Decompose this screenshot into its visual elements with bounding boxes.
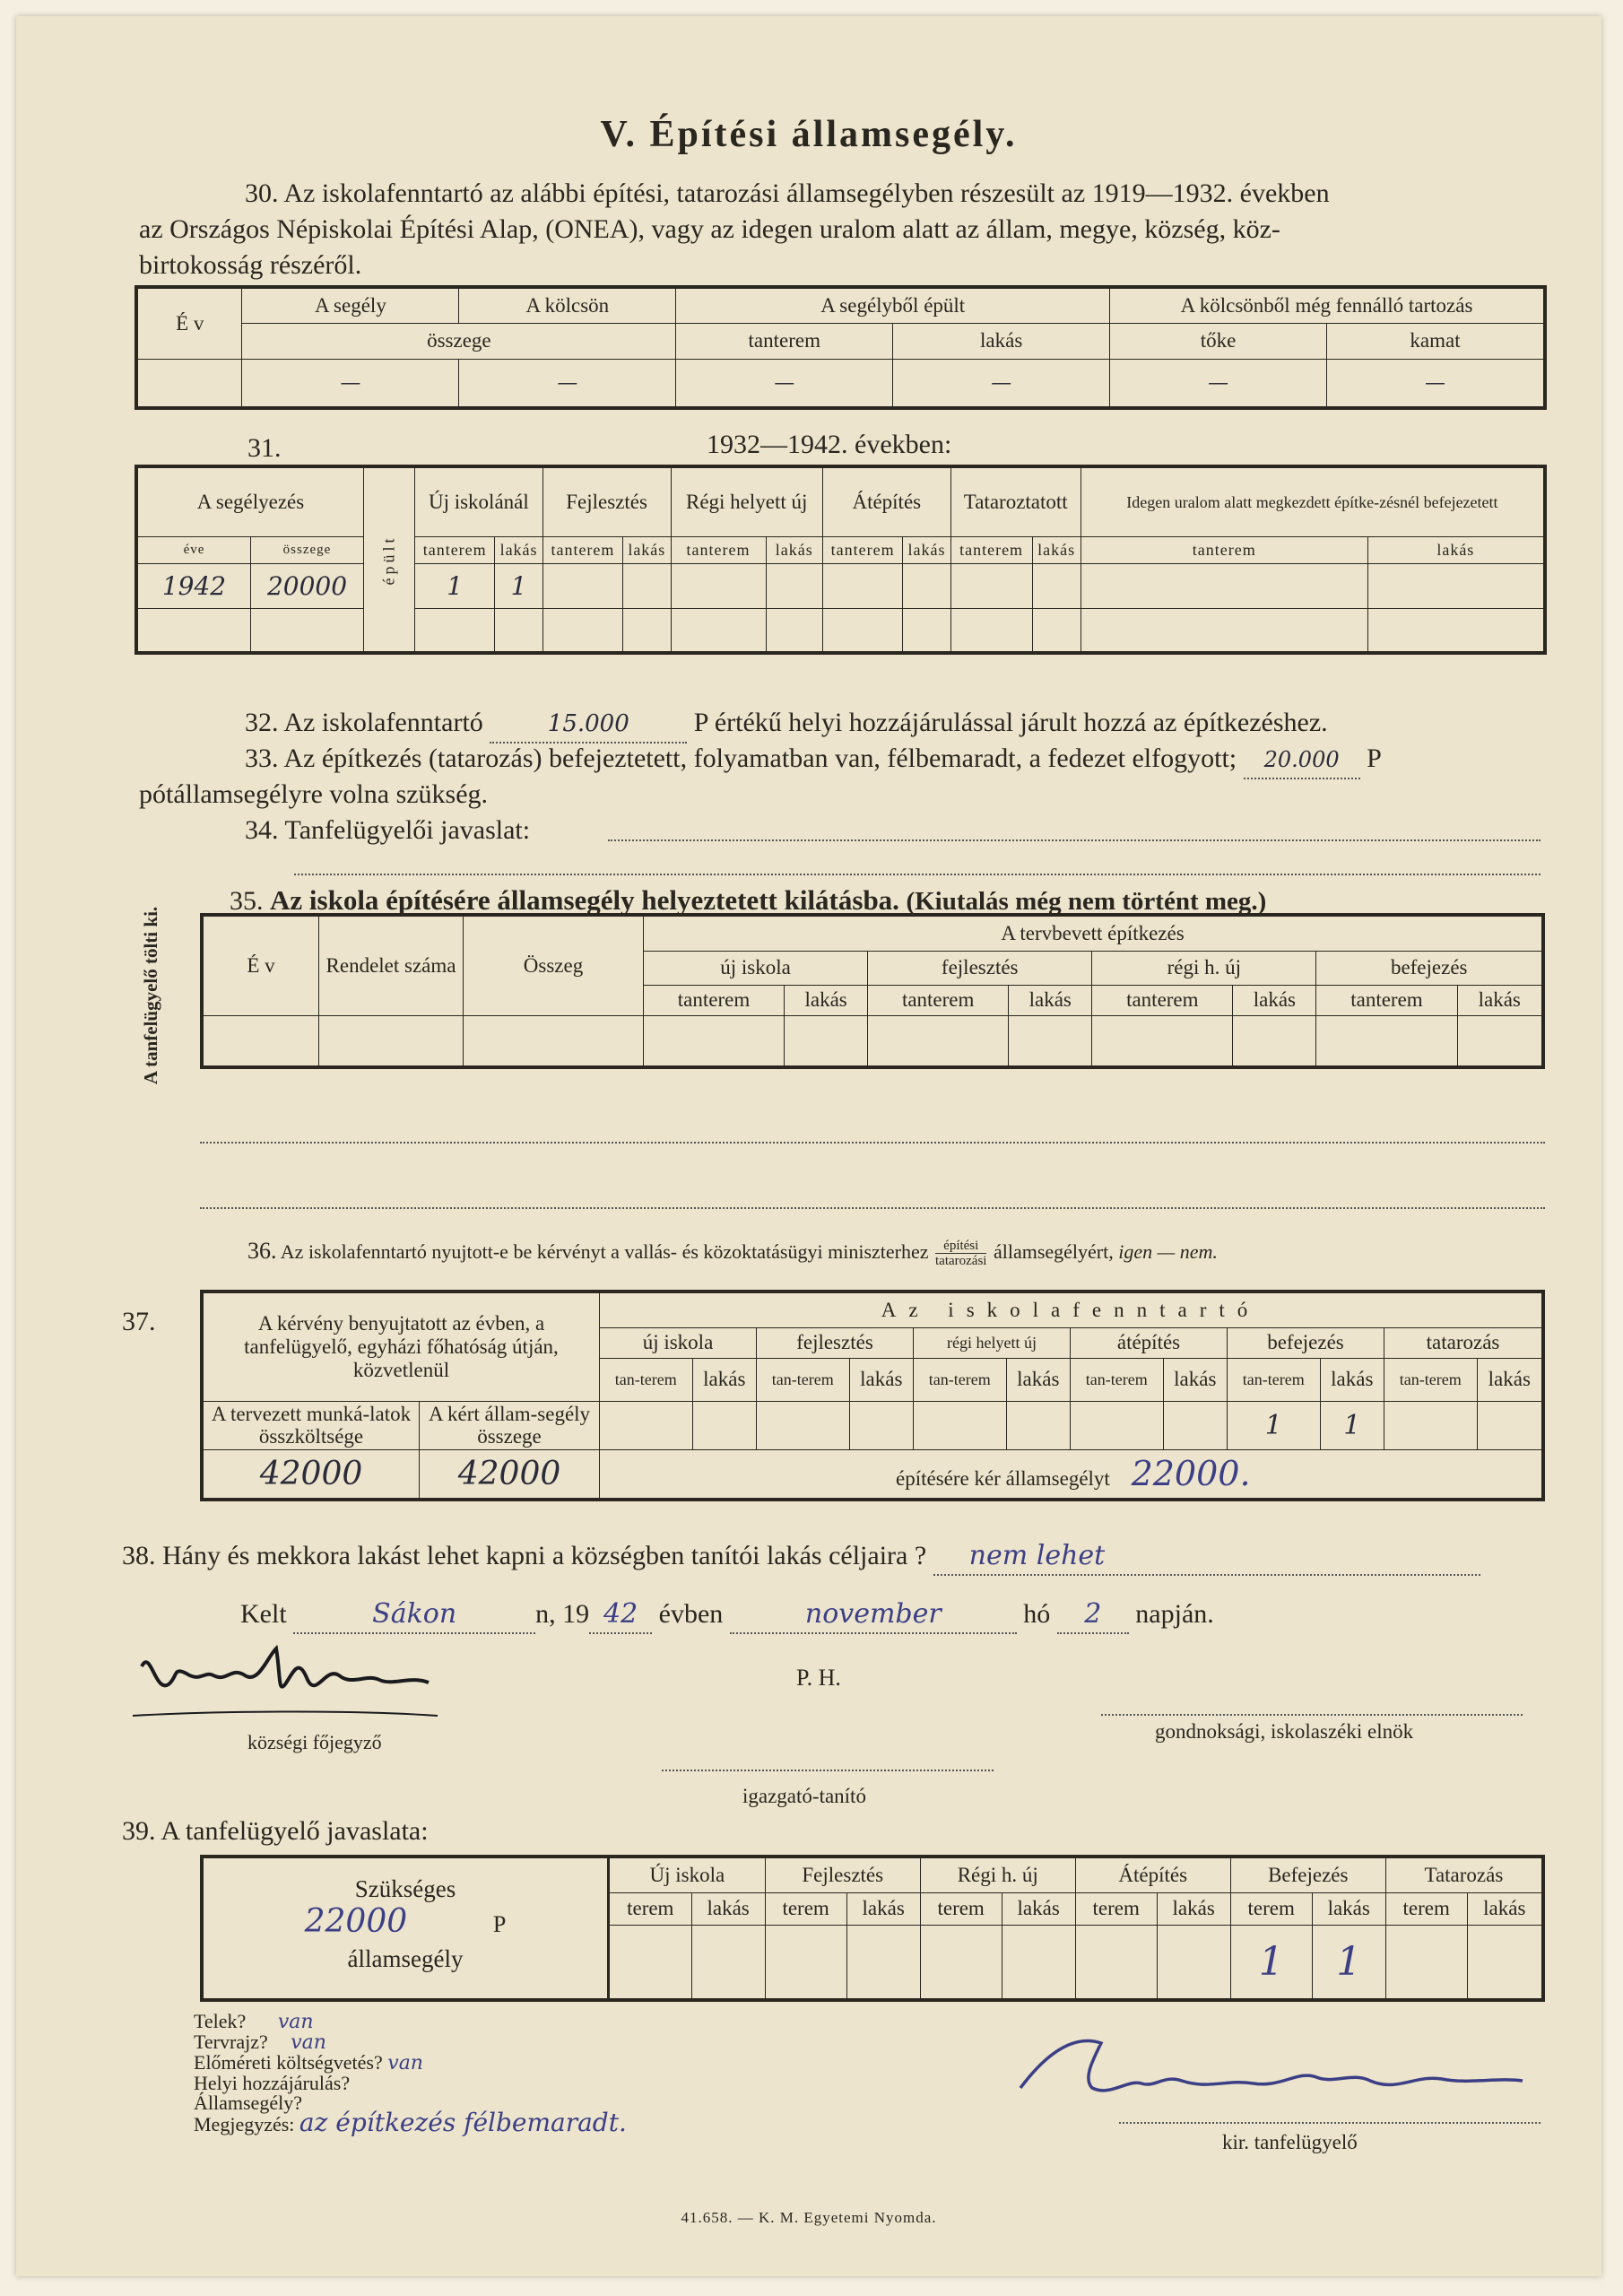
q30-dash: — — [1110, 359, 1327, 408]
q37-h-befejezes: befejezés — [1228, 1327, 1384, 1358]
q35-side-label: A tanfelügyelő tölti ki. — [140, 906, 161, 1085]
q31-number: 31. — [247, 433, 282, 463]
q35-h-lakas: lakás — [785, 985, 868, 1015]
q37-h-lakas: lakás — [1006, 1358, 1070, 1401]
footer: 41.658. — K. M. Egyetemi Nyomda. — [681, 2209, 937, 2226]
q39-left-block — [202, 1857, 609, 2000]
q30-line1 — [245, 176, 1554, 212]
q37-h-tanterem: tan-terem — [1071, 1358, 1164, 1401]
q39-h-lakas: lakás — [691, 1892, 765, 1925]
q37-h-lakas: lakás — [1163, 1358, 1227, 1401]
q38-sig2-label: gondnoksági, iskolaszéki elnök — [1155, 1720, 1414, 1743]
q30-cell — [136, 359, 242, 408]
q35-h-befejezes: befejezés — [1316, 951, 1543, 985]
q30-dash: — — [893, 359, 1110, 408]
q33-text-b: pótállamsegélyre volna szükség. — [139, 779, 489, 809]
tanfelugyelo-sig-line — [1119, 2122, 1541, 2124]
q38-line — [122, 1538, 1557, 1576]
q31-h-tanterem: tanterem — [671, 536, 766, 563]
q31-h-lakas: lakás — [903, 536, 950, 563]
q37-h-iskolafenntarto: Az iskolafenntartó — [600, 1292, 1544, 1327]
q38-number: 38. — [122, 1541, 156, 1570]
checklist-allamsegely: Államsegély? — [194, 2092, 302, 2114]
q30-text-3: birtokosság részéről. — [139, 250, 362, 280]
q35-text-paren: (Kiutalás még nem történt meg.) — [906, 887, 1267, 916]
q30-dash: — — [676, 359, 893, 408]
q38-ho: hó — [1023, 1599, 1051, 1629]
q36-line — [247, 1238, 1557, 1268]
checklist-telek-answer: van — [277, 2011, 314, 2033]
q39-amount: 22000 — [304, 1902, 408, 1940]
q38-day: 2 — [1084, 1598, 1102, 1630]
q34-number: 34. — [245, 815, 279, 845]
q39-befejezes-terem: 1 — [1230, 1925, 1312, 2000]
q37-h-regi: régi helyett új — [914, 1327, 1071, 1358]
q38-day-field — [1057, 1596, 1129, 1634]
q37-h-lakas: lakás — [1477, 1358, 1543, 1401]
q39-line — [122, 1813, 429, 1849]
q37-kert-value: 22000. — [1131, 1454, 1251, 1494]
q37-h-lakas: lakás — [849, 1358, 913, 1401]
q33-unit: P — [1367, 744, 1382, 773]
q31-h-lakas: lakás — [1032, 536, 1081, 563]
checklist-megjegyzes-row — [194, 2108, 627, 2137]
q37-h-lakas: lakás — [692, 1358, 756, 1401]
q31-row-tanterem: 1 — [415, 563, 495, 608]
q35-h-tanterem: tanterem — [1316, 985, 1457, 1015]
q32-value: 15.000 — [547, 710, 629, 737]
q30-h-segely: A segély — [242, 287, 459, 323]
q31-row-year: 1942 — [136, 563, 251, 608]
q33-line — [245, 741, 1554, 779]
q39-unit: P — [492, 1910, 507, 1937]
q39-befejezes-lakas: 1 — [1312, 1925, 1385, 2000]
q30-h-kolcsonbol: A kölcsönből még fennálló tartozás — [1110, 287, 1545, 323]
q30-h-osszege: összege — [242, 323, 676, 359]
q39-number: 39. — [122, 1816, 156, 1846]
q36-frac-top: építési — [935, 1239, 986, 1254]
q37-h-tanterem: tan-terem — [757, 1358, 850, 1401]
checklist-megjegyzes: Megjegyzés: — [194, 2113, 295, 2135]
q31-h-tanterem: tanterem — [822, 536, 902, 563]
signature-tanfelugyelo — [994, 2025, 1549, 2133]
q39-h-lakas: lakás — [1002, 1892, 1075, 1925]
q37-val-munka: 42000 — [202, 1449, 420, 1500]
q35-h-tanterem: tanterem — [644, 985, 785, 1015]
q35-h-osszeg: Összeg — [464, 915, 644, 1015]
q38-evben: évben — [658, 1599, 724, 1629]
checklist — [194, 2012, 627, 2135]
q38-year: 42 — [603, 1598, 638, 1630]
q37-val-kert: 42000 — [420, 1449, 600, 1500]
q39-h-szukseges: Szükséges — [354, 1874, 456, 1902]
q34-dotted-line — [294, 874, 1541, 875]
q35-h-fejlesztes: fejlesztés — [868, 951, 1092, 985]
q37-h-kert: A kért állam-segély összege — [420, 1401, 600, 1449]
q31-h-segelyezes: A segélyezés — [136, 466, 364, 536]
q31-h-tanterem: tanterem — [542, 536, 622, 563]
q35-dotted-line — [200, 1207, 1545, 1209]
q31-h-idegen: Idegen uralom alatt megkezdett építke-zésnél befejezetett — [1081, 466, 1545, 536]
q37-h-fejlesztes: fejlesztés — [757, 1327, 914, 1358]
q35-dotted-line — [200, 1142, 1545, 1144]
q39-h-terem: terem — [609, 1892, 692, 1925]
q36-number: 36. — [247, 1238, 277, 1264]
q37-kert-row — [600, 1449, 1544, 1500]
q39-h-lakas: lakás — [1312, 1892, 1385, 1925]
q39-h-lakas: lakás — [846, 1892, 920, 1925]
q31-h-tataroztatott: Tataroztatott — [950, 466, 1081, 536]
q38-answer-field — [933, 1538, 1480, 1576]
q37-h-lakas: lakás — [1320, 1358, 1384, 1401]
q37-h-tatarozas: tatarozás — [1384, 1327, 1544, 1358]
checklist-koltseg-row — [194, 2053, 627, 2074]
q31-h-tanterem: tanterem — [950, 536, 1032, 563]
checklist-tervrajz-row — [194, 2032, 627, 2053]
q36-fraction — [935, 1239, 986, 1268]
document-page — [16, 16, 1601, 2276]
q30-dash: — — [1327, 359, 1545, 408]
q35-number: 35. — [230, 886, 264, 916]
q38-kelt-line — [240, 1596, 1549, 1634]
q37-h-tanterem: tan-terem — [600, 1358, 693, 1401]
q31-h-tanterem: tanterem — [415, 536, 495, 563]
q38-place-field — [293, 1596, 535, 1634]
q37-h-tanterem: tan-terem — [1384, 1358, 1478, 1401]
checklist-koltseg-answer: van — [387, 2052, 423, 2074]
q38-ph: P. H. — [796, 1665, 841, 1691]
q33-value-field — [1244, 741, 1360, 779]
q39-h-terem: terem — [1075, 1892, 1157, 1925]
q31-h-uj: Új iskolánál — [415, 466, 543, 536]
q30-h-lakas: lakás — [893, 323, 1110, 359]
q34-text: Tanfelügyelői javaslat: — [284, 815, 531, 845]
q37-h-tanterem: tan-terem — [914, 1358, 1007, 1401]
q32-text-b: P értékű helyi hozzájárulással járult hozzá az építkezéshez. — [693, 708, 1328, 737]
q31-h-epult: épült — [364, 466, 415, 653]
q31-row-lakas: 1 — [495, 563, 542, 608]
q31-h-eve: éve — [136, 536, 251, 563]
q39-h-fejlesztes: Fejlesztés — [765, 1857, 920, 1892]
q37-h-atepites: átépítés — [1071, 1327, 1228, 1358]
q30-table — [135, 285, 1547, 410]
q35-h-ev: É v — [202, 915, 319, 1015]
q31-period: 1932—1942. években: — [707, 430, 952, 459]
q38-sig3-label: igazgató-tanító — [742, 1785, 866, 1807]
q39-h-terem: terem — [765, 1892, 846, 1925]
q35-table — [200, 913, 1545, 1069]
q39-h-allamsegely: államsegély — [347, 1944, 464, 1972]
q30-h-kolcson: A kölcsön — [459, 287, 676, 323]
q38-month: november — [804, 1598, 942, 1630]
checklist-tervrajz-answer: van — [291, 2031, 326, 2054]
q31-h-lakas: lakás — [1367, 536, 1545, 563]
q37-kert-label: építésére kér államsegélyt — [896, 1467, 1110, 1491]
q30-dash: — — [459, 359, 676, 408]
q31-row-amount: 20000 — [251, 563, 364, 608]
checklist-telek-row — [194, 2012, 627, 2032]
section-title: V. Építési államsegély. — [600, 114, 1018, 155]
q35-h-tanterem: tanterem — [1092, 985, 1233, 1015]
q30-h-kamat: kamat — [1327, 323, 1545, 359]
q38-sig3-line — [662, 1770, 994, 1771]
q39-h-terem: terem — [1230, 1892, 1312, 1925]
checklist-sig-label: kir. tanfelügyelő — [1222, 2131, 1358, 2153]
q31-h-regi: Régi helyett új — [671, 466, 822, 536]
q37-table — [200, 1290, 1545, 1501]
q39-h-terem: terem — [1385, 1892, 1467, 1925]
q38-napjan: napján. — [1135, 1599, 1214, 1629]
q38-place: Sákon — [372, 1598, 457, 1630]
q39-h-uj: Új iskola — [609, 1857, 766, 1892]
q39-h-tatarozas: Tatarozás — [1385, 1857, 1543, 1892]
q32-number: 32. — [245, 708, 279, 737]
checklist-tervrajz: Tervrajz? — [194, 2031, 268, 2053]
q30-dash: — — [242, 359, 459, 408]
q35-h-rendelet: Rendelet száma — [319, 915, 464, 1015]
q33-value: 20.000 — [1263, 747, 1340, 772]
q39-h-lakas: lakás — [1157, 1892, 1230, 1925]
q32-line — [245, 705, 1554, 744]
q32-text-a: Az iskolafenntartó — [283, 708, 483, 737]
q36-igen-nem: igen — nem. — [1118, 1240, 1218, 1263]
q34-dotted-line — [608, 839, 1541, 841]
q32-value-field — [490, 705, 687, 744]
q30-h-toke: tőke — [1110, 323, 1327, 359]
checklist-telek: Telek? — [194, 2010, 247, 2032]
q39-h-atepites: Átépítés — [1075, 1857, 1230, 1892]
q35-h-tervbevett: A tervbevett építkezés — [644, 915, 1544, 951]
q38-text: Hány és mekkora lakást lehet kapni a községben tanítói lakás céljaira ? — [162, 1541, 927, 1570]
q39-h-befejezes: Befejezés — [1230, 1857, 1385, 1892]
q30-text-2: az Országos Népiskolai Építési Alap, (ONEA), vagy az idegen uralom alatt az állam, megye, község, köz- — [139, 214, 1280, 244]
q30-h-ev: É v — [136, 287, 242, 359]
q38-year-field — [589, 1596, 652, 1634]
checklist-koltseg: Előméreti költségvetés? — [194, 2051, 383, 2074]
q37-h-uj: új iskola — [600, 1327, 757, 1358]
q35-h-lakas: lakás — [1457, 985, 1543, 1015]
q39-h-regi: Régi h. új — [920, 1857, 1075, 1892]
q31-h-tanterem: tanterem — [1081, 536, 1367, 563]
q35-text-bold: Az iskola építésére államsegély helyeztetett kilátásba. — [270, 884, 899, 916]
q35-h-lakas: lakás — [1233, 985, 1316, 1015]
checklist-megjegyzes-answer: az építkezés félbemaradt. — [299, 2108, 627, 2137]
q38-kelt: Kelt — [240, 1599, 287, 1629]
q31-h-lakas: lakás — [766, 536, 822, 563]
q31-h-atepites: Átépítés — [822, 466, 950, 536]
q31-h-lakas: lakás — [495, 536, 542, 563]
q33-text-a: Az építkezés (tatarozás) befejeztetett, folyamatban van, félbemaradt, a fedezet elfogyott; — [283, 744, 1237, 773]
q34-line — [245, 813, 1554, 848]
q35-h-lakas: lakás — [1009, 985, 1092, 1015]
q36-text-b: államsegélyért, — [993, 1240, 1114, 1263]
q38-n19: n, 19 — [535, 1599, 590, 1629]
q31-table — [135, 465, 1547, 655]
q35-h-tanterem: tanterem — [868, 985, 1009, 1015]
q38-answer: nem lehet — [968, 1540, 1106, 1571]
q35-h-regi: régi h. új — [1092, 951, 1316, 985]
q31-h-lakas: lakás — [623, 536, 671, 563]
q38-month-field — [730, 1596, 1017, 1634]
q35-h-uj: új iskola — [644, 951, 868, 985]
q37-h-munka: A tervezett munká-latok összköltsége — [202, 1401, 420, 1449]
q38-sig1-label: községi főjegyző — [247, 1731, 382, 1753]
checklist-hozzajarulas: Helyi hozzájárulás? — [194, 2072, 351, 2094]
q36-text-a: Az iskolafenntartó nyujtott-e be kérvényt a vallás- és közoktatásügyi miniszterhez — [280, 1240, 929, 1263]
q37-h-kerveny: A kérvény benyujtatott az évben, a tanfelügyelő, egyházi főhatóság útján, közvetlenül — [202, 1292, 600, 1401]
q37-befejezes-tanterem: 1 — [1228, 1401, 1321, 1449]
q37-h-tanterem: tan-terem — [1228, 1358, 1321, 1401]
q30-number: 30. — [245, 178, 279, 208]
q39-table — [200, 1855, 1545, 2002]
q33-number: 33. — [245, 744, 279, 773]
q39-h-lakas: lakás — [1467, 1892, 1543, 1925]
q39-amount-row — [204, 1903, 607, 1940]
q37-befejezes-lakas: 1 — [1320, 1401, 1384, 1449]
q30-h-tanterem: tanterem — [676, 323, 893, 359]
q39-text: A tanfelügyelő javaslata: — [161, 1816, 429, 1846]
q31-h-osszege: összege — [251, 536, 364, 563]
q31-h-fejlesztes: Fejlesztés — [542, 466, 671, 536]
q36-frac-bottom: tatarozási — [935, 1254, 987, 1269]
q30-text-1: Az iskolafenntartó az alábbi építési, tatarozási államsegélyben részesült az 1919—1932. években — [283, 178, 1330, 208]
q30-h-segelybol: A segélyből épült — [676, 287, 1110, 323]
q39-h-terem: terem — [920, 1892, 1002, 1925]
q37-number: 37. — [122, 1307, 156, 1336]
q38-sig2-line — [1101, 1714, 1523, 1716]
signature-fojegyzo — [124, 1631, 500, 1738]
